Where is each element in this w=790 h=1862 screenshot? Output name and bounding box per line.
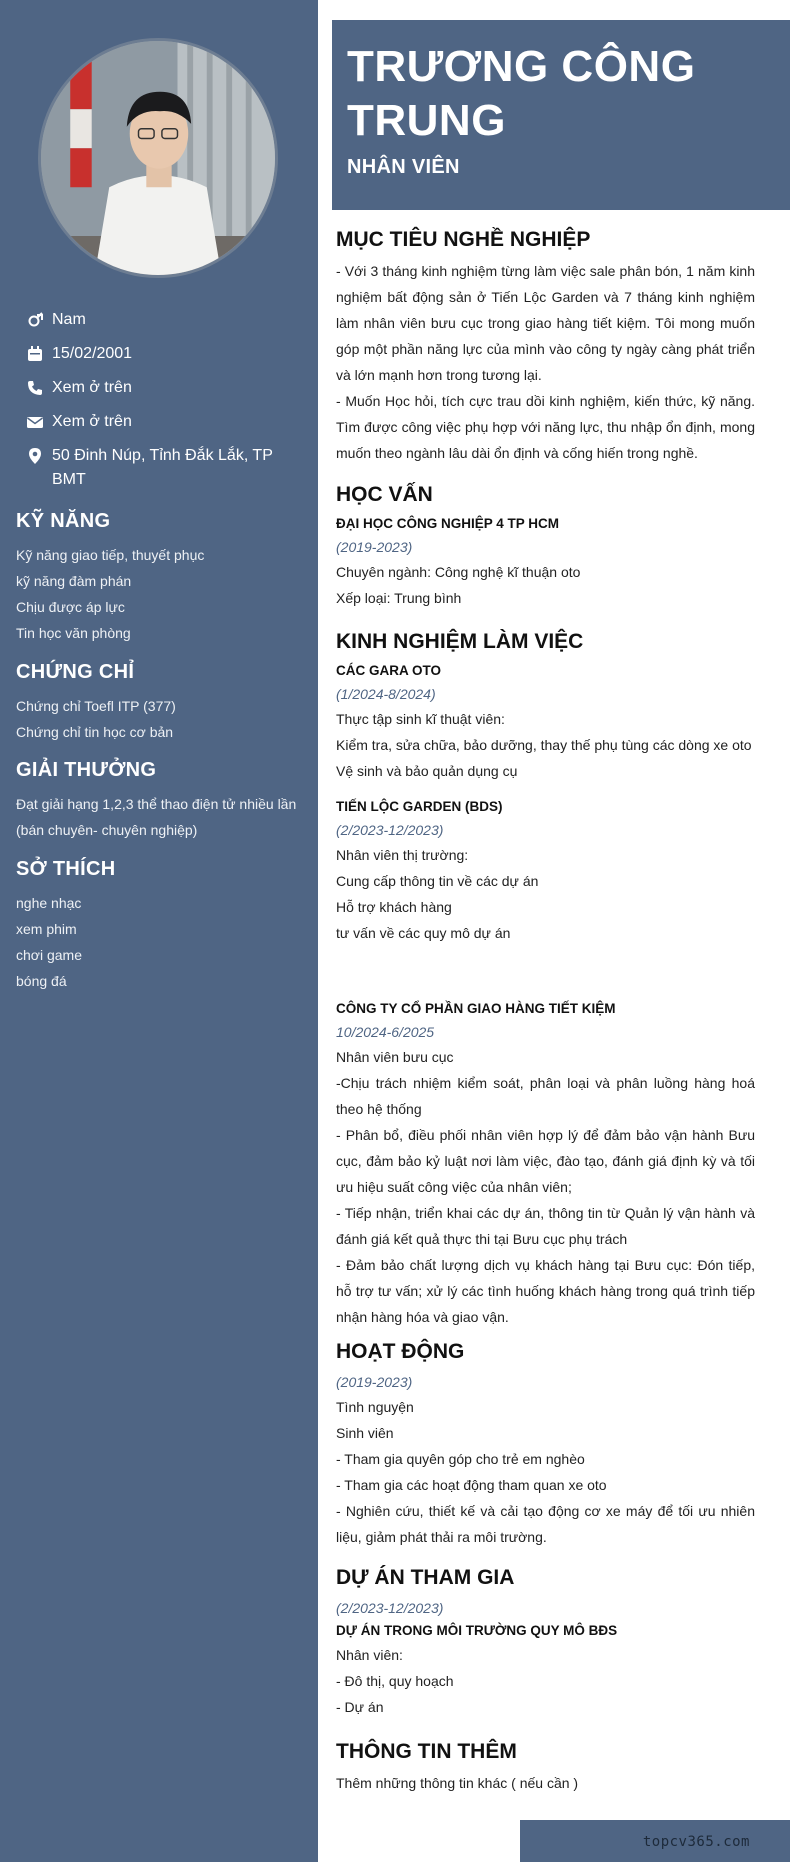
activities-title: HOẠT ĐỘNG [336, 1340, 465, 1363]
job-entry [336, 796, 755, 946]
project-name: DỰ ÁN TRONG MÔI TRƯỜNG QUY MÔ BĐS [336, 1623, 618, 1638]
calendar-icon [26, 342, 44, 366]
projects-title: DỰ ÁN THAM GIA [336, 1566, 515, 1589]
job-date: (2/2023-12/2023) [336, 822, 444, 838]
projects-section [336, 1564, 755, 1720]
job-entry [336, 998, 755, 1330]
job-company: CÁC GARA OTO [336, 663, 442, 678]
certificates-section [16, 659, 306, 745]
job-line: Kiểm tra, sửa chữa, bảo dưỡng, thay thế phụ tùng các dòng xe oto [336, 737, 752, 753]
activity-line: Sinh viên [336, 1425, 394, 1441]
hobby-item: xem phim [16, 921, 77, 937]
contact-birthday [26, 342, 306, 366]
avatar [38, 38, 278, 278]
hobby-item: chơi game [16, 947, 82, 963]
job-company: CÔNG TY CỔ PHẦN GIAO HÀNG TIẾT KIỆM [336, 1001, 616, 1016]
education-line: Chuyên ngành: Công nghệ kĩ thuận oto [336, 564, 581, 580]
contact-email [26, 410, 306, 434]
project-line: - Dự án [336, 1699, 384, 1715]
education-line: Xếp loại: Trung bình [336, 590, 462, 606]
sidebar [0, 0, 318, 1862]
projects-date: (2/2023-12/2023) [336, 1600, 444, 1616]
awards-title: GIẢI THƯỞNG [16, 759, 157, 781]
job-line: Cung cấp thông tin về các dự án [336, 873, 539, 889]
activity-line: - Tham gia quyên góp cho trẻ em nghèo [336, 1451, 585, 1467]
job-line: Hỗ trợ khách hàng [336, 899, 452, 915]
project-line: - Đô thị, quy hoạch [336, 1673, 454, 1689]
experience-title: KINH NGHIỆM LÀM VIỆC [336, 630, 584, 653]
hobbies-section [16, 856, 306, 994]
phone-text: Xem ở trên [52, 379, 132, 396]
job-line: Vệ sinh và bảo quản dụng cụ [336, 763, 518, 779]
job-date: (1/2024-8/2024) [336, 686, 436, 702]
job-line: Nhân viên thị trường: [336, 847, 469, 863]
awards-section [16, 757, 306, 843]
experience-section [336, 628, 755, 1330]
contact-address [26, 444, 306, 492]
objective-title: MỤC TIÊU NGHỀ NGHIỆP [336, 228, 591, 251]
name-line-2: TRUNG [347, 96, 506, 145]
objective-paragraph: - Với 3 tháng kinh nghiệm từng làm việc sale phân bón, 1 năm kinh nghiệm bất động sản ở Tiến Lộc Garden và 7 tháng kinh nghiệm làm nhân viên bưu cục trong giao hàng tiết kiệm. Tôi mong muốn góp một phần năng lực của mình vào công ty ngày càng phát triển và lớn mạnh hơn trong tương lại. [336, 263, 755, 383]
hobby-item: nghe nhạc [16, 895, 82, 911]
activity-line: - Nghiên cứu, thiết kế và cải tạo động cơ xe máy để tối ưu nhiên liệu, giảm phát thải ra môi trường. [336, 1503, 755, 1545]
extra-info-section [336, 1738, 755, 1796]
job-line: - Đảm bảo chất lượng dịch vụ khách hàng tại Bưu cục: Đón tiếp, hỗ trợ tư vấn; xử lý các tình huống khách hàng trong quá trình tiếp nhận hàng hóa và giao vận. [336, 1257, 755, 1325]
email-text: Xem ở trên [52, 413, 132, 430]
contact-list [26, 308, 306, 502]
job-line: Thực tập sinh kĩ thuật viên: [336, 711, 505, 727]
address-text: 50 Đinh Núp, Tỉnh Đắk Lắk, TP BMT [52, 447, 273, 488]
job-line: - Phân bổ, điều phối nhân viên hợp lý để đảm bảo vận hành Bưu cục, đảm bảo kỷ luật nơi làm việc, đào tạo, đánh giá định kỳ và tối ưu hiệu suất công việc của nhân viên; [336, 1127, 755, 1195]
hobbies-title: SỞ THÍCH [16, 858, 116, 880]
watermark-text: topcv365.com [642, 1834, 750, 1850]
hobby-item: bóng đá [16, 973, 67, 989]
school-name: ĐẠI HỌC CÔNG NGHIỆP 4 TP HCM [336, 516, 560, 531]
job-entry [336, 660, 755, 784]
activity-line: - Tham gia các hoạt động tham quan xe oto [336, 1477, 607, 1493]
skill-item: Tin học văn phòng [16, 625, 131, 641]
job-line: Nhân viên bưu cục [336, 1049, 454, 1065]
skills-section [16, 508, 306, 646]
certificate-item: Chứng chỉ tin học cơ bản [16, 724, 174, 740]
job-role: NHÂN VIÊN [347, 156, 460, 178]
certificates-title: CHỨNG CHỈ [16, 661, 135, 683]
email-icon [26, 410, 44, 434]
education-title: HỌC VẤN [336, 483, 433, 506]
birthday-text: 15/02/2001 [52, 345, 133, 362]
objective-section [336, 226, 755, 466]
job-date: 10/2024-6/2025 [336, 1024, 435, 1040]
education-date: (2019-2023) [336, 539, 413, 555]
certificate-item: Chứng chỉ Toefl ITP (377) [16, 698, 176, 714]
activities-section [336, 1338, 755, 1550]
gender-icon [26, 308, 44, 332]
job-line: -Chịu trách nhiệm kiểm soát, phân loại và phân luồng hàng hoá theo hệ thống [336, 1075, 755, 1117]
skill-item: Kỹ năng giao tiếp, thuyết phục [16, 547, 205, 563]
project-line: Nhân viên: [336, 1647, 403, 1663]
objective-paragraph: - Muốn Học hỏi, tích cực trau dồi kinh nghiệm, kiến thức, kỹ năng. Tìm được công việc phụ hợp với năng lực, thu nhập ổn định, mong muốn theo ngành lâu dài ổn định và cống hiến trong nghề. [336, 393, 755, 461]
full-name [347, 40, 790, 148]
contact-gender [26, 308, 306, 332]
contact-phone [26, 376, 306, 400]
extra-info-title: THÔNG TIN THÊM [336, 1740, 517, 1763]
location-pin-icon [26, 444, 44, 468]
award-item: Đạt giải hạng 1,2,3 thể thao điện tử nhiều lần (bán chuyên- chuyên nghiệp) [16, 796, 297, 838]
job-line: tư vấn về các quy mô dự án [336, 925, 511, 941]
activities-date: (2019-2023) [336, 1374, 413, 1390]
gender-text: Nam [52, 311, 86, 328]
skill-item: kỹ năng đàm phán [16, 573, 132, 589]
name-line-1: TRƯƠNG CÔNG [347, 42, 696, 91]
education-section [336, 481, 755, 611]
skills-title: KỸ NĂNG [16, 510, 111, 532]
extra-info-text: Thêm những thông tin khác ( nếu cần ) [336, 1775, 579, 1791]
job-company: TIẾN LỘC GARDEN (BDS) [336, 799, 503, 814]
name-header [332, 20, 790, 210]
skill-item: Chịu được áp lực [16, 599, 125, 615]
activity-line: Tình nguyện [336, 1399, 414, 1415]
phone-icon [26, 376, 44, 400]
avatar-photo [41, 41, 275, 275]
job-line: - Tiếp nhận, triển khai các dự án, thông tin từ Quản lý vận hành và đánh giá kết quả thực thi tại Bưu cục phụ trách [336, 1205, 755, 1247]
